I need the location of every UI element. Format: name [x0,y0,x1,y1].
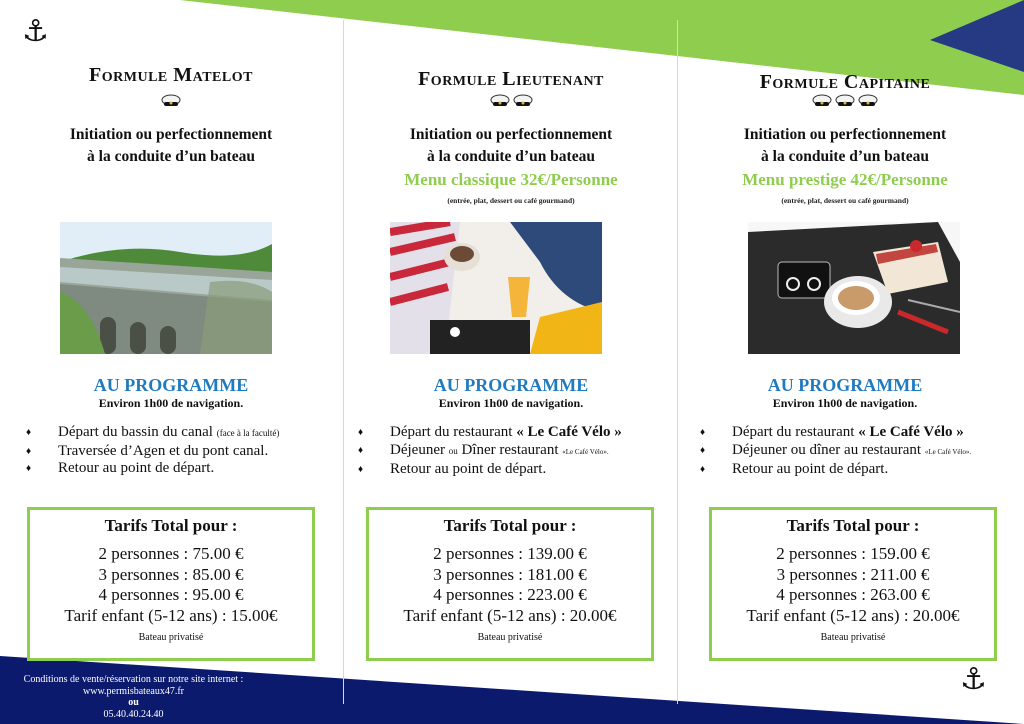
price-line: 2 personnes : 75.00 € [98,544,244,563]
pricing-title: Tarifs Total pour : [443,516,577,535]
price-line: Tarif enfant (5-12 ans) : 20.00€ [746,605,960,625]
price-line: 3 personnes : 211.00 € [776,564,930,584]
formula-column-capitaine [678,0,1012,724]
list-item: ♦ Départ du restaurant « Le Café Vélo » [700,424,971,442]
list-item: ♦ Traversée d’Agen et du pont canal. [26,443,279,461]
pricing-lines [369,544,651,626]
program-title: AU PROGRAMME [433,375,589,395]
pricing-lines [30,544,312,626]
coffee-dessert-photo [748,222,960,354]
price-line: 2 personnes : 159.00 € [776,544,930,563]
footer-or: ou [128,697,139,708]
program-list [26,424,279,478]
captain-hat-icon [835,94,855,108]
intro-text [344,124,678,168]
intro-line: à la conduite d’un bateau [761,148,929,165]
footer-conditions: Conditions de vente/réservation sur notre site internet : [23,674,244,685]
canal-aqueduct-photo [60,222,272,354]
restaurant-meal-photo [390,222,602,354]
menu-price: Menu classique 32€/Personne [404,170,618,189]
intro-line: à la conduite d’un bateau [87,148,255,165]
price-line: Tarif enfant (5-12 ans) : 20.00€ [403,605,617,625]
list-item: ♦ Déjeuner ou Dîner restaurant «Le Café Vélo». [358,442,622,462]
rank-hats [4,94,338,108]
price-line: 4 personnes : 95.00 € [98,585,244,604]
menu-note: (entrée, plat, dessert ou café gourmand) [447,196,575,205]
anchor-icon: ⚓ [960,662,987,697]
phone-number[interactable]: 05.40.40.24.40 [103,708,164,720]
program-list [358,424,622,479]
program-list [700,424,971,479]
pricing-footnote: Bateau privatisé [820,632,886,643]
list-item: ♦ Retour au point de départ. [358,461,622,479]
formula-title: Formule Lieutenant [418,68,604,90]
captain-hat-icon [858,94,878,108]
menu-note: (entrée, plat, dessert ou café gourmand) [781,196,909,205]
captain-hat-icon [812,94,832,108]
intro-text [678,124,1012,168]
list-item: ♦ Retour au point de départ. [26,460,279,478]
program-title: AU PROGRAMME [767,375,923,395]
program-duration: Environ 1h00 de navigation. [438,396,584,410]
pricing-box [27,507,315,661]
list-item: ♦ Déjeuner ou dîner au restaurant «Le Café Vélo». [700,442,971,462]
formula-title: Formule Matelot [89,64,253,86]
pricing-box [366,507,654,661]
intro-text [4,124,338,168]
program-duration: Environ 1h00 de navigation. [98,396,244,410]
price-line: 2 personnes : 139.00 € [433,544,587,563]
contact-footer [6,674,261,720]
list-item: ♦ Retour au point de départ. [700,461,971,479]
intro-line: Initiation ou perfectionnement [69,126,273,143]
anchor-icon: ⚓ [22,14,49,49]
pricing-footnote: Bateau privatisé [138,632,204,643]
intro-line: Initiation ou perfectionnement [409,126,613,143]
program-duration: Environ 1h00 de navigation. [772,396,918,410]
intro-line: à la conduite d’un bateau [427,148,595,165]
pricing-lines [712,544,994,626]
list-item: ♦ Départ du restaurant « Le Café Vélo » [358,424,622,442]
price-line: 4 personnes : 263.00 € [776,585,930,604]
formula-column-matelot [4,0,338,724]
price-line: Tarif enfant (5-12 ans) : 15.00€ [64,605,278,625]
website-link[interactable]: www.permisbateaux47.fr [83,685,184,697]
intro-line: Initiation ou perfectionnement [743,126,947,143]
pricing-title: Tarifs Total pour : [786,516,920,535]
captain-hat-icon [490,94,510,108]
price-line: 4 personnes : 223.00 € [433,585,587,604]
menu-price: Menu prestige 42€/Personne [742,170,948,189]
formula-column-lieutenant [344,0,678,724]
price-line: 3 personnes : 85.00 € [98,564,244,584]
list-item: ♦ Départ du bassin du canal (face à la faculté) [26,424,279,443]
captain-hat-icon [513,94,533,108]
price-line: 3 personnes : 181.00 € [433,564,587,584]
rank-hats [344,94,678,108]
rank-hats [678,94,1012,108]
captain-hat-icon [161,94,181,108]
program-title: AU PROGRAMME [93,375,249,395]
formula-title: Formule Capitaine [759,71,931,93]
pricing-box [709,507,997,661]
pricing-title: Tarifs Total pour : [104,516,238,535]
pricing-footnote: Bateau privatisé [477,632,543,643]
